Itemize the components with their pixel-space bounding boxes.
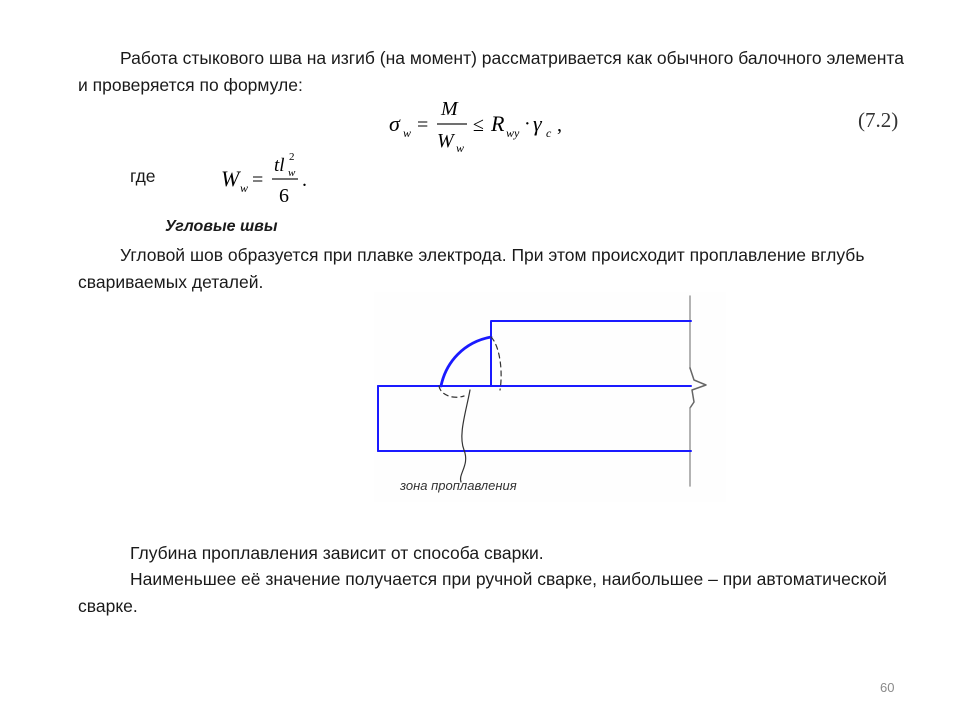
formula-gamma-sub: c — [546, 126, 552, 140]
formula-ww-denominator: 6 — [279, 185, 289, 207]
formula-ww-numerator-sub: w — [288, 167, 296, 179]
diagram-background — [374, 292, 726, 502]
formula-ww — [218, 150, 318, 210]
where-label: где — [130, 166, 156, 186]
fillet-weld-diagram — [370, 290, 730, 505]
formula-ww-lhs-sub: w — [240, 181, 249, 195]
formula-denominator: W — [437, 130, 454, 152]
formula-ww-equals: = — [252, 169, 264, 191]
formula-dot: · — [524, 113, 531, 135]
formula-r-sub: wy — [506, 126, 520, 140]
fusion-zone-label: зона проплавления — [400, 478, 517, 493]
formula-ww-numerator-sup: 2 — [289, 151, 295, 163]
equation-number: (7.2) — [858, 108, 899, 132]
formula-ww-numerator: tl — [274, 155, 285, 176]
fillet-weld-paragraph: Угловой шов образуется при плавке электрода. При этом происходит проплавление вглубь свариваемых деталей. — [78, 245, 865, 292]
formula-equals: = — [417, 114, 429, 136]
formula-numerator: M — [441, 98, 458, 120]
formula-leq: ≤ — [473, 114, 484, 136]
formula-7-2 — [385, 95, 585, 157]
intro-paragraph: Работа стыкового шва на изгиб (на момент) рассматривается как обычного балочного элемента и проверяется по формуле: — [78, 48, 904, 95]
depth-paragraph: Глубина проплавления зависит от способа сварки. — [130, 543, 544, 563]
formula-gamma: γ — [533, 111, 542, 136]
formula-r: R — [491, 111, 505, 136]
page-number: 60 — [880, 680, 895, 695]
formula-ww-period: . — [302, 169, 307, 191]
formula-ww-lhs: W — [221, 166, 240, 191]
section-heading: Угловые швы — [165, 218, 278, 235]
min-max-paragraph: Наименьшее её значение получается при ручной сварке, наибольшее – при автоматической сварке. — [78, 569, 887, 616]
formula-comma: , — [557, 114, 562, 136]
formula-sigma: σ — [389, 111, 400, 136]
formula-sigma-sub: w — [403, 126, 412, 140]
formula-denominator-sub: w — [456, 141, 465, 155]
